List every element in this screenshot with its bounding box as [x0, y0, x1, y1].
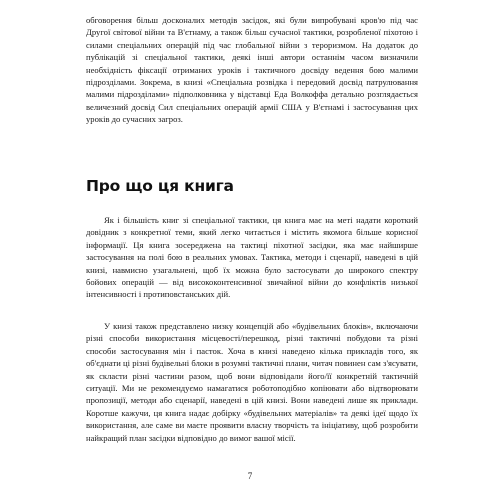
paragraph-building-blocks: У книзі також представлено низку концепцій або «будівельних блоків», включаючи різні способи використання місцевості/перешкод, різні тактичні побудови та різні способи застосування мін і пасток. Хоча в книзі наведено кілька прикладів того, як об'єднати ці різні будівельні блоки в розумні тактичні плани, читач повинен сам з'ясувати, як скласти різні частини разом, щоб вони відповідали його/її конкретній тактичній ситуації. Ми не рекомендуємо намагатися роботоподібно копіювати або відтворювати пропозиції, методи або сценарії, наведені в цій книзі. Вони наведені лише як приклади. Коротше кажучи, ця книга надає добірку «будівельних матеріалів» та деякі ідеї щодо їх використання, але саме ви маєте проявити власну творчість та ініціативу, щоб розробити найкращий план засідки відповідно до вимог вашої місії. — [86, 321, 418, 443]
paragraph-continuation: обговорення більш досконалих методів засідок, які були випробувані кров'ю під час Другої світової війни та В'єтнаму, а також більш сучасної тактики, розробленої піхотою і силами спеціальних операцій під час глобальної війни з тероризмом. На додаток до публікацій зі спеціальної тактики, деякі інші автори останнім часом визначили необхідність фіксації отриманих уроків і тактичного досвіду ведення бою малими підрозділами. Зокрема, в книзі «Спеціальна розвідка і передовий досвід патрулювання малими підрозділами» підполковника у відставці Еда Волкоффа детально розглядається величезний досвід Сил спеціальних операцій армії США у В'єтнамі і застосування цих уроків до сучасних загроз. — [86, 15, 418, 125]
paragraph-book-purpose: Як і більшість книг зі спеціальної тактики, ця книга має на меті надати короткий довідник з конкретної теми, який легко читається і містить якомога більше корисної інформації. Ця книга зосереджена на тактиці піхотної засідки, яка має найширше застосування на полі бою в реальних умовах. Тактика, методи і сценарії, наведені в цій книзі, навмисно узагальнені, щоб їх можна було застосувати до широкого спектру бойових операцій — від висококонтенсивної звичайної війни до конфліктів низької інтенсивності і протиповстанських дій. — [86, 215, 418, 300]
page-number: 7 — [247, 471, 253, 481]
section-heading: Про що ця книга — [86, 177, 234, 195]
